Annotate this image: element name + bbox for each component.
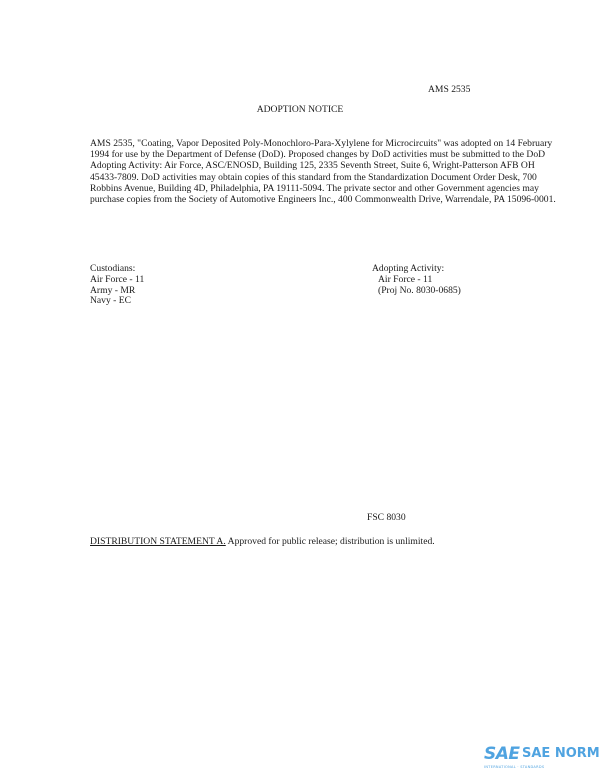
distribution-statement-label: DISTRIBUTION STATEMENT A. [90,536,226,547]
adopting-activity-heading: Adopting Activity: [372,263,445,274]
custodians-heading: Custodians: [90,263,136,274]
custodians-block [90,264,144,307]
sae-norm-logo [484,742,600,772]
sae-norm-wordmark: SAE NORM [522,746,600,761]
distribution-statement-text: Approved for public release; distribution is unlimited. [227,536,435,547]
sae-logo-mark: SAE [484,744,520,764]
fsc-code: FSC 8030 [367,512,406,523]
document-number: AMS 2535 [428,84,471,95]
custodian-line: Army - MR [90,284,136,296]
distribution-statement [90,536,435,548]
logo-subtitle: INTERNATIONAL · STANDARDS [484,765,545,769]
document-title: ADOPTION NOTICE [256,104,344,115]
custodian-line: Air Force - 11 [90,273,145,285]
adopting-activity-line: Air Force - 11 [378,273,433,285]
adoption-notice-paragraph: AMS 2535, "Coating, Vapor Deposited Poly-Monochloro-Para-Xylylene for Microcircuits" was adopted on 14 February 1994 for use by the Department of Defense (DoD). Proposed changes by DoD activities must be submitted to the DoD Adopting Activity: Air Force, ASC/ENOSD, Building 125, 2335 Seventh Street, Suite 6, Wright-Patterson AFB OH 45433-7809. DoD activities may obtain copies of this standard from the Standardization Document Order Desk, 700 Robbins Avenue, Building 4D, Philadelphia, PA 19111-5094. The private sector and other Government agencies may purchase copies from the Society of Automotive Engineers Inc., 400 Commonwealth Drive, Warrendale, PA 15096-0001. [90,138,556,206]
project-number: (Proj No. 8030-0685) [378,284,461,296]
custodian-line: Navy - EC [90,295,132,307]
adopting-activity-block [372,264,461,296]
